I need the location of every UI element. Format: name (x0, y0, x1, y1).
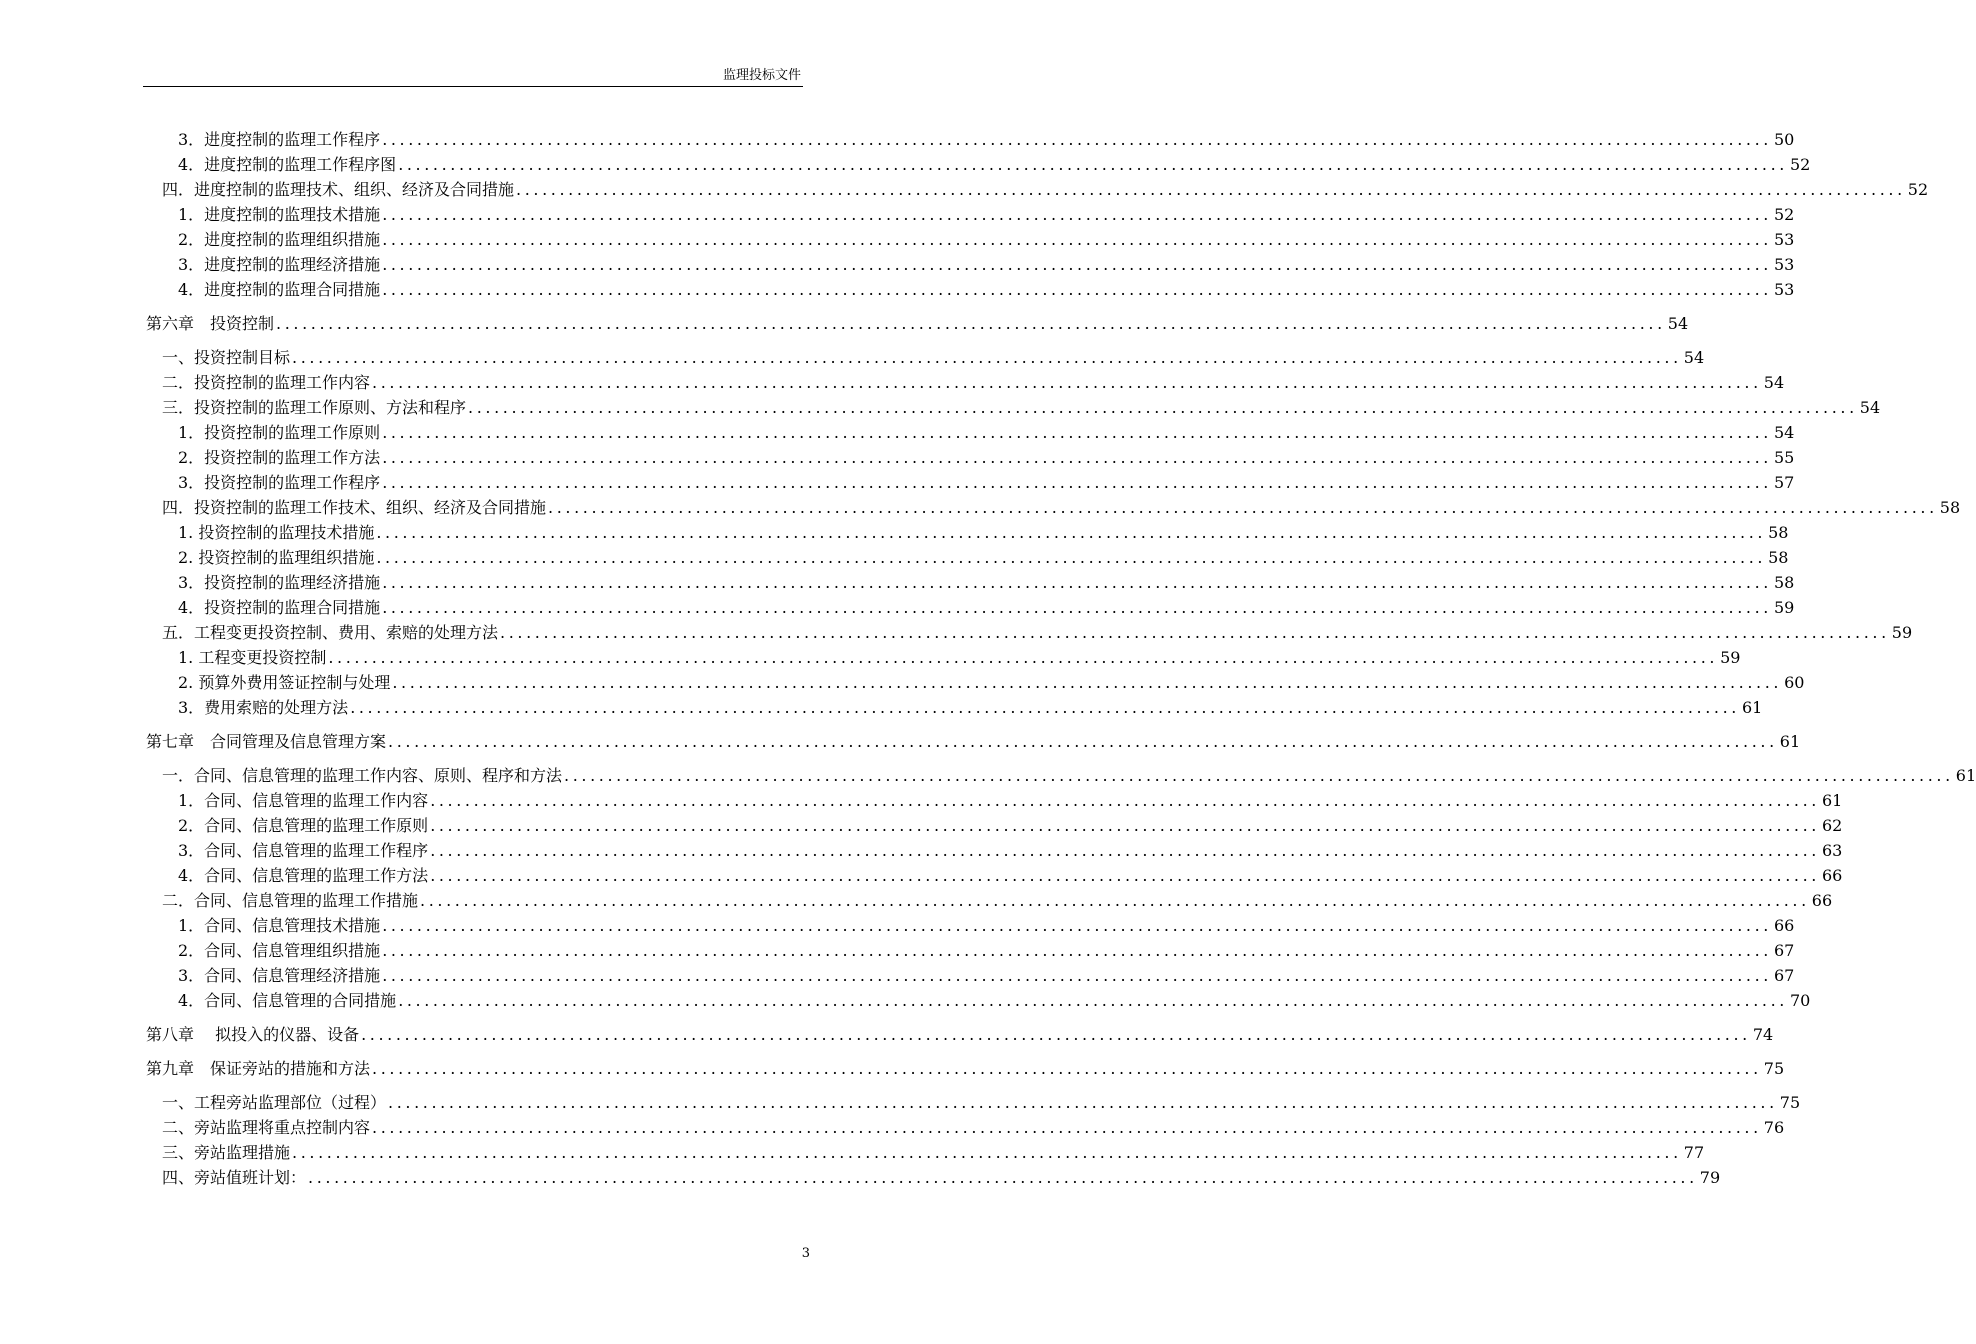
toc-entry-page: 59 (1773, 598, 1795, 617)
toc-entry-label: 二．投资控制的监理工作内容 (162, 373, 371, 392)
toc-entry-page: 61 (1821, 791, 1843, 810)
toc-entry-label: 3．费用索赔的处理方法 (178, 698, 349, 717)
toc-entry-page: 54 (1773, 423, 1795, 442)
toc-entry-label: 3．进度控制的监理工作程序 (178, 130, 381, 149)
toc-entry-label: 一、工程旁站监理部位（过程） (162, 1093, 387, 1112)
toc-entry-page: 58 (1768, 548, 1789, 567)
toc-leader-dots: ................................................................................................................................................................ (376, 548, 1767, 567)
toc-entry[interactable] (146, 963, 1795, 987)
toc-entry-label: 2．合同、信息管理的监理工作原则 (178, 816, 429, 835)
toc-leader-dots: ................................................................................................................................................................ (382, 941, 1772, 960)
toc-entry-label: 2．投资控制的监理工作方法 (178, 448, 381, 467)
toc-leader-dots: ................................................................................................................................................................ (388, 732, 1778, 751)
toc-entry-label: 1. 工程变更投资控制 (178, 648, 327, 667)
toc-leader-dots: ................................................................................................................................................................ (372, 1118, 1762, 1137)
toc-entry[interactable] (146, 863, 1843, 887)
toc-entry[interactable] (146, 177, 1929, 201)
toc-entry-label: 4．合同、信息管理的监理工作方法 (178, 866, 429, 885)
toc-leader-dots: ................................................................................................................................................................ (276, 314, 1666, 333)
toc-entry[interactable] (146, 277, 1795, 301)
toc-entry-page: 74 (1752, 1025, 1774, 1044)
toc-entry-page: 60 (1784, 673, 1805, 692)
toc-leader-dots: ................................................................................................................................................................ (350, 698, 1740, 717)
toc-entry[interactable] (146, 988, 1811, 1012)
toc-entry[interactable] (146, 370, 1785, 394)
toc-entry-page: 61 (1955, 766, 1976, 785)
toc-entry[interactable] (146, 670, 1805, 694)
toc-entry[interactable] (146, 595, 1795, 619)
toc-entry[interactable] (146, 395, 1881, 419)
toc-entry-label: 1．合同、信息管理技术措施 (178, 916, 381, 935)
toc-entry-label: 3．合同、信息管理经济措施 (178, 966, 381, 985)
toc-entry-page: 52 (1789, 155, 1811, 174)
toc-entry[interactable] (146, 470, 1795, 494)
header-title: 监理投标文件 (722, 68, 801, 83)
toc-entry[interactable] (146, 495, 1961, 519)
toc-entry[interactable] (146, 788, 1843, 812)
toc-entry[interactable] (146, 938, 1795, 962)
toc-entry-page: 62 (1821, 816, 1843, 835)
toc-entry[interactable] (146, 1090, 1801, 1114)
toc-entry[interactable] (146, 202, 1795, 226)
toc-entry-label: 二．合同、信息管理的监理工作措施 (162, 891, 419, 910)
toc-entry-label: 2．合同、信息管理组织措施 (178, 941, 381, 960)
toc-entry[interactable] (146, 620, 1913, 644)
toc-leader-dots: ................................................................................................................................................................ (382, 280, 1772, 299)
toc-entry[interactable] (146, 227, 1795, 251)
toc-entry[interactable] (146, 763, 1976, 787)
toc-leader-dots: ................................................................................................................................................................ (468, 398, 1858, 417)
toc-leader-dots: ................................................................................................................................................................ (430, 791, 1820, 810)
toc-entry-page: 50 (1773, 130, 1795, 149)
toc-entry[interactable] (146, 695, 1763, 719)
toc-entry-label: 2. 投资控制的监理组织措施 (178, 548, 375, 567)
toc-entry-label: 3．投资控制的监理经济措施 (178, 573, 381, 592)
toc-entry-label: 第九章 保证旁站的措施和方法 (146, 1059, 371, 1078)
toc-entry[interactable] (146, 420, 1795, 444)
toc-entry-page: 61 (1779, 732, 1801, 751)
toc-leader-dots: ................................................................................................................................................................ (382, 966, 1772, 985)
toc-leader-dots: ................................................................................................................................................................ (382, 130, 1772, 149)
toc-leader-dots: ................................................................................................................................................................ (430, 816, 1820, 835)
toc-entry-page: 58 (1773, 573, 1795, 592)
toc-entry-page: 54 (1667, 314, 1689, 333)
toc-entry-label: 一．合同、信息管理的监理工作内容、原则、程序和方法 (162, 766, 563, 785)
toc-leader-dots: ................................................................................................................................................................ (398, 991, 1788, 1010)
toc-leader-dots: ................................................................................................................................................................ (308, 1168, 1698, 1187)
toc-leader-dots: ................................................................................................................................................................ (382, 423, 1772, 442)
toc-entry-label: 1．合同、信息管理的监理工作内容 (178, 791, 429, 810)
toc-leader-dots: ................................................................................................................................................................ (420, 891, 1810, 910)
toc-entry-page: 79 (1699, 1168, 1721, 1187)
toc-leader-dots: ................................................................................................................................................................ (382, 573, 1772, 592)
toc-entry-label: 1．投资控制的监理工作原则 (178, 423, 381, 442)
toc-leader-dots: ................................................................................................................................................................ (382, 230, 1772, 249)
header-rule (143, 86, 803, 87)
toc-leader-dots: ................................................................................................................................................................ (382, 916, 1772, 935)
toc-entry-label: 1. 投资控制的监理技术措施 (178, 523, 375, 542)
page-number: 3 (801, 1246, 810, 1261)
toc-entry-label: 四．进度控制的监理技术、组织、经济及合同措施 (162, 180, 515, 199)
toc-entry-label: 四．投资控制的监理工作技术、组织、经济及合同措施 (162, 498, 547, 517)
toc-leader-dots: ................................................................................................................................................................ (372, 373, 1762, 392)
toc-entry[interactable] (146, 345, 1705, 369)
toc-entry-page: 52 (1773, 205, 1795, 224)
toc-leader-dots: ................................................................................................................................................................ (382, 448, 1772, 467)
toc-entry-page: 53 (1773, 255, 1795, 274)
toc-chapter-entry[interactable] (146, 729, 1801, 753)
toc-entry-label: 三、旁站监理措施 (162, 1143, 291, 1162)
toc-entry[interactable] (146, 838, 1843, 862)
toc-entry-label: 4．进度控制的监理合同措施 (178, 280, 381, 299)
toc-entry-label: 二、旁站监理将重点控制内容 (162, 1118, 371, 1137)
toc-entry-page: 59 (1891, 623, 1913, 642)
toc-entry-page: 76 (1763, 1118, 1785, 1137)
toc-entry-label: 三．投资控制的监理工作原则、方法和程序 (162, 398, 467, 417)
toc-entry-label: 4．进度控制的监理工作程序图 (178, 155, 397, 174)
toc-entry-label: 第六章 投资控制 (146, 314, 275, 333)
toc-leader-dots: ................................................................................................................................................................ (382, 473, 1772, 492)
toc-entry-page: 53 (1773, 280, 1795, 299)
toc-leader-dots: ................................................................................................................................................................ (388, 1093, 1778, 1112)
toc-entry-page: 58 (1768, 523, 1789, 542)
toc-leader-dots: ................................................................................................................................................................ (392, 673, 1783, 692)
toc-entry-page: 54 (1683, 348, 1705, 367)
toc-entry[interactable] (146, 127, 1795, 151)
toc-entry[interactable] (146, 252, 1795, 276)
toc-leader-dots: ................................................................................................................................................................ (292, 348, 1682, 367)
toc-entry-label: 2. 预算外费用签证控制与处理 (178, 673, 391, 692)
toc-entry-page: 54 (1859, 398, 1881, 417)
toc-leader-dots: ................................................................................................................................................................ (430, 841, 1820, 860)
toc-entry[interactable] (146, 888, 1833, 912)
toc-entry-page: 52 (1907, 180, 1929, 199)
toc-leader-dots: ................................................................................................................................................................ (382, 255, 1772, 274)
toc-leader-dots: ................................................................................................................................................................ (382, 205, 1772, 224)
toc-entry-page: 66 (1811, 891, 1833, 910)
toc-entry-label: 第八章 拟投入的仪器、设备 (146, 1025, 360, 1044)
toc-leader-dots: ................................................................................................................................................................ (328, 648, 1719, 667)
toc-entry-label: 四、旁站值班计划： (162, 1168, 307, 1187)
running-header (145, 66, 801, 86)
toc-leader-dots: ................................................................................................................................................................ (564, 766, 1954, 785)
toc-entry-label: 第七章 合同管理及信息管理方案 (146, 732, 387, 751)
toc-entry-label: 3．进度控制的监理经济措施 (178, 255, 381, 274)
toc-leader-dots: ................................................................................................................................................................ (292, 1143, 1682, 1162)
toc-leader-dots: ................................................................................................................................................................ (376, 523, 1767, 542)
toc-entry-page: 66 (1773, 916, 1795, 935)
toc-leader-dots: ................................................................................................................................................................ (398, 155, 1788, 174)
toc-entry[interactable] (146, 1115, 1785, 1139)
toc-entry-page: 57 (1773, 473, 1795, 492)
toc-entry[interactable] (146, 913, 1795, 937)
toc-leader-dots: ................................................................................................................................................................ (372, 1059, 1762, 1078)
toc-leader-dots: ................................................................................................................................................................ (382, 598, 1772, 617)
toc-entry-label: 4．投资控制的监理合同措施 (178, 598, 381, 617)
toc-entry[interactable] (146, 570, 1795, 594)
toc-entry-page: 67 (1773, 941, 1795, 960)
toc-entry[interactable] (146, 520, 1789, 544)
toc-chapter-entry[interactable] (146, 1022, 1774, 1046)
toc-leader-dots: ................................................................................................................................................................ (430, 866, 1820, 885)
toc-entry-label: 3．合同、信息管理的监理工作程序 (178, 841, 429, 860)
toc-entry[interactable] (146, 645, 1741, 669)
toc-entry[interactable] (146, 813, 1843, 837)
toc-leader-dots: ................................................................................................................................................................ (361, 1025, 1751, 1044)
toc-entry-page: 67 (1773, 966, 1795, 985)
toc-entry-page: 59 (1720, 648, 1741, 667)
toc-entry[interactable] (146, 152, 1811, 176)
toc-entry[interactable] (146, 1140, 1705, 1164)
toc-entry-label: 4．合同、信息管理的合同措施 (178, 991, 397, 1010)
toc-leader-dots: ................................................................................................................................................................ (548, 498, 1938, 517)
toc-entry-page: 61 (1741, 698, 1763, 717)
toc-entry-label: 一、投资控制目标 (162, 348, 291, 367)
toc-entry-page: 58 (1939, 498, 1961, 517)
toc-entry-page: 53 (1773, 230, 1795, 249)
toc-entry-label: 3．投资控制的监理工作程序 (178, 473, 381, 492)
toc-entry-page: 77 (1683, 1143, 1705, 1162)
toc-entry-label: 1．进度控制的监理技术措施 (178, 205, 381, 224)
toc-entry-page: 54 (1763, 373, 1785, 392)
toc-entry-page: 55 (1773, 448, 1795, 467)
toc-entry-label: 2．进度控制的监理组织措施 (178, 230, 381, 249)
toc-entry-page: 63 (1821, 841, 1843, 860)
toc-entry-page: 75 (1779, 1093, 1801, 1112)
toc-chapter-entry[interactable] (146, 1056, 1785, 1080)
toc-leader-dots: ................................................................................................................................................................ (500, 623, 1890, 642)
toc-chapter-entry[interactable] (146, 311, 1689, 335)
toc-entry-label: 五．工程变更投资控制、费用、索赔的处理方法 (162, 623, 499, 642)
toc-entry[interactable] (146, 445, 1795, 469)
toc-entry[interactable] (146, 1165, 1721, 1189)
toc-entry-page: 66 (1821, 866, 1843, 885)
toc-entry-page: 75 (1763, 1059, 1785, 1078)
toc-leader-dots: ................................................................................................................................................................ (516, 180, 1906, 199)
toc-entry-page: 70 (1789, 991, 1811, 1010)
toc-entry[interactable] (146, 545, 1789, 569)
